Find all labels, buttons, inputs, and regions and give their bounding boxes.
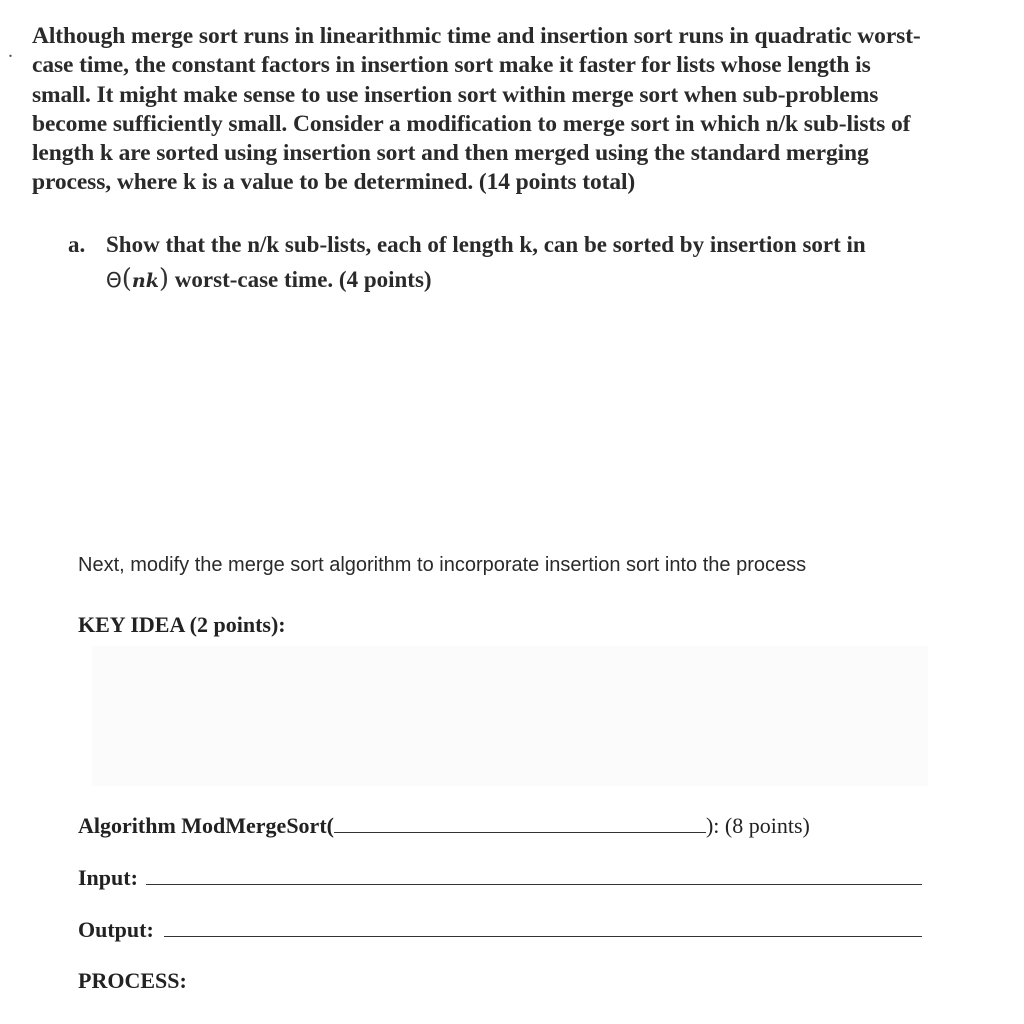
question-intro (32, 22, 1002, 198)
key-idea-answer-area[interactable] (92, 646, 928, 786)
intro-line: become sufficiently small. Consider a modification to merge sort in which n/k sub-lists of (32, 110, 911, 137)
output-label: Output: (78, 917, 154, 942)
algorithm-suffix: ): (8 points) (705, 813, 810, 838)
algorithm-params-blank[interactable] (334, 812, 706, 833)
paren-open: ( (121, 264, 132, 294)
bullet-dot: . (8, 40, 13, 62)
algorithm-line (78, 812, 810, 839)
intro-line: process, where k is a value to be determined. (14 points total) (32, 169, 636, 196)
part-a-text-rest: worst-case time. (4 points) (169, 267, 432, 292)
input-line (78, 864, 922, 891)
part-a (68, 228, 968, 298)
theta-symbol: Θ (106, 268, 122, 292)
output-blank[interactable] (164, 916, 922, 937)
paren-close: ) (158, 264, 170, 294)
intro-line: small. It might make sense to use insertion sort within merge sort when sub-problems (32, 81, 879, 108)
nk-term: nk (131, 270, 159, 292)
part-a-line-1 (68, 228, 968, 262)
intro-line: Although merge sort runs in linearithmic time and insertion sort runs in quadratic worst- (32, 23, 921, 49)
intro-line: length k are sorted using insertion sort and then merged using the standard merging (32, 140, 869, 167)
input-blank[interactable] (146, 864, 922, 885)
part-a-text: Show that the n/k sub-lists, each of length k, can be sorted by insertion sort in (106, 232, 866, 257)
part-a-line-2 (68, 262, 968, 298)
input-label: Input: (78, 865, 138, 890)
key-idea-label: KEY IDEA (2 points): (78, 612, 286, 637)
next-instruction: Next, modify the merge sort algorithm to incorporate insertion sort into the process (78, 554, 807, 576)
part-a-marker: a. (68, 232, 86, 257)
intro-line: case time, the constant factors in insertion sort make it faster for lists whose length is (32, 52, 871, 79)
process-label: PROCESS: (78, 968, 187, 993)
output-line (78, 916, 922, 943)
algorithm-label: Algorithm ModMergeSort( (78, 813, 334, 838)
